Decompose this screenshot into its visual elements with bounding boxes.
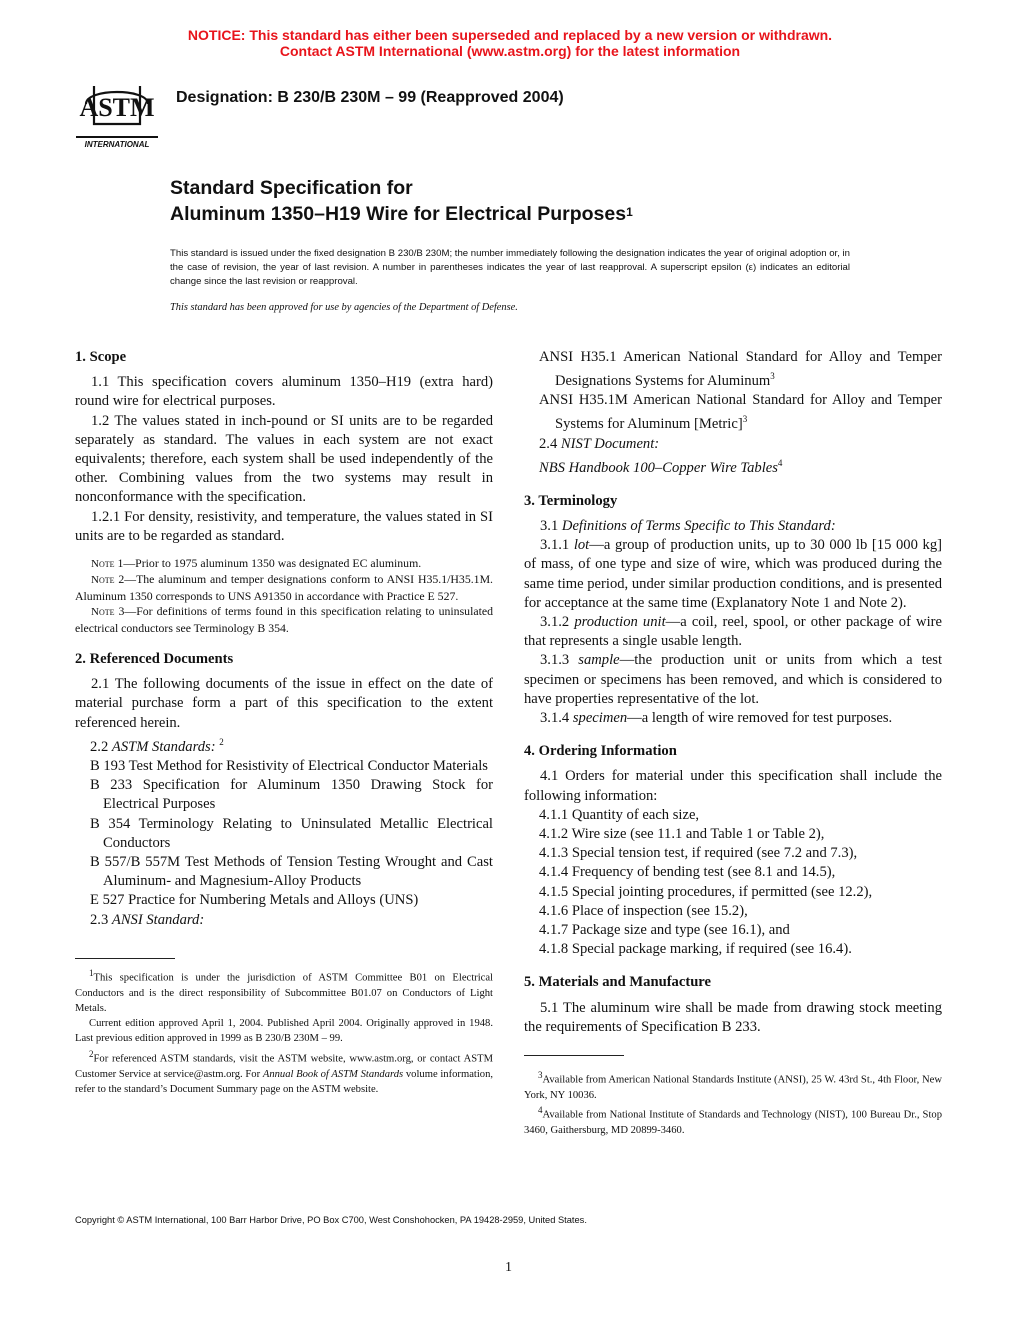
notice-line-1: NOTICE: This standard has either been superseded and replaced by a new version or withdrawn.: [187, 27, 833, 43]
para-3-1-3: 3.1.3 sample—the production unit or units from which a test specimen or specimens has been removed, and which is considered to have properties representative of the lot.: [524, 652, 942, 707]
copyright: Copyright © ASTM International, 100 Barr Harbor Drive, PO Box C700, West Conshohocken, PA 19428-2959, United States.: [75, 1215, 587, 1225]
left-column: [75, 348, 493, 1097]
para-4-1: 4.1 Orders for material under this specification shall include the following information:: [524, 768, 942, 804]
ordering-item-1: 4.1.1 Quantity of each size,: [539, 806, 700, 823]
para-2-1: 2.1 The following documents of the issue in effect on the date of material purchase form a part of this specification to the extent referenced herein.: [75, 676, 493, 731]
note-1: Note 1—Prior to 1975 aluminum 1350 was designated EC aluminum.: [91, 556, 422, 571]
para-2-3: 2.3 ANSI Standard:: [90, 911, 205, 928]
section-1-heading: 1. Scope: [75, 349, 127, 365]
para-1-1: 1.1 This specification covers aluminum 1350–H19 (extra hard) round wire for electrical purposes.: [75, 374, 493, 410]
para-1-2: 1.2 The values stated in inch-pound or SI units are to be regarded separately as standard. The values in each system are not exact equivalents; therefore, each system shall be used independently of the other. Combining values from the two systems may result in nonconformance with the specification.: [75, 412, 493, 506]
para-2-4: 2.4 NIST Document:: [539, 435, 660, 452]
notice-line-2: Contact ASTM International (www.astm.org) for the latest information: [279, 43, 741, 59]
designation: Designation: B 230/B 230M – 99 (Reapproved 2004): [176, 89, 564, 106]
logo-text: ASTM: [79, 93, 155, 122]
ordering-item-6: 4.1.6 Place of inspection (see 15.2),: [539, 902, 748, 919]
footnotes-left: [75, 966, 493, 1097]
document-title: [170, 175, 633, 227]
astm-logo: [72, 76, 162, 152]
ordering-item-3: 4.1.3 Special tension test, if required (see 7.2 and 7.3),: [539, 845, 858, 862]
para-3-1-4: 3.1.4 specimen—a length of wire removed for test purposes.: [540, 710, 893, 727]
title-footnote-mark: 1: [626, 205, 633, 219]
footnote-1: $^1$This specification is under the jurisdiction of ASTM Committee B01 on Electrical Conductors and is the direct responsibility of Subcommittee B01.07 on Conductors of Light Metals.: [75, 967, 493, 1014]
ref-e527: E 527 Practice for Numbering Metals and Alloys (UNS): [90, 892, 419, 909]
ref-ansi-h351: ANSI H35.1 American National Standard for Alloy and Temper Designations Systems for Aluminum$^3$: [539, 349, 942, 390]
issuance-statement: [170, 247, 850, 315]
ref-b557: B 557/B 557M Test Methods of Tension Testing Wrought and Cast Aluminum- and Magnesium-Alloy Products: [90, 853, 493, 890]
para-1-2-1: 1.2.1 For density, resistivity, and temperature, the values stated in SI units are to be regarded as standard.: [75, 508, 493, 544]
para-2-2: 2.2 ASTM Standards: $^2$: [90, 736, 224, 755]
ref-b193: B 193 Test Method for Resistivity of Electrical Conductor Materials: [90, 757, 488, 774]
ref-ansi-h351m: ANSI H35.1M American National Standard for Alloy and Temper Systems for Aluminum [Metric]$^3$: [539, 392, 942, 433]
note-3: Note 3—For definitions of terms found in this specification relating to uninsulated electrical conductors see Terminology B 354.: [75, 604, 493, 635]
footnote-4: $^4$Available from National Institute of Standards and Technology (NIST), 100 Bureau Dr., Stop 3460, Gaithersburg, MD 20899-3460.: [524, 1105, 942, 1137]
title-line-1: Standard Specification for: [170, 177, 413, 199]
ordering-item-4: 4.1.4 Frequency of bending test (see 8.1 and 14.5),: [539, 864, 836, 881]
footnote-rule-right: [524, 1055, 624, 1056]
footnote-rule-left: [75, 958, 175, 959]
para-3-1-2: 3.1.2 production unit—a coil, reel, spool, or other package of wire that represents a single usable length.: [524, 614, 942, 650]
section-4-heading: 4. Ordering Information: [524, 743, 677, 760]
title-line-2: Aluminum 1350–H19 Wire for Electrical Purposes$^1$: [170, 203, 633, 225]
para-3-1: 3.1 Definitions of Terms Specific to This Standard:: [540, 518, 836, 534]
footnotes-right: [524, 1068, 942, 1138]
section-2-heading: 2. Referenced Documents: [75, 651, 234, 668]
section-3-heading: 3. Terminology: [524, 492, 618, 509]
ref-b354: B 354 Terminology Relating to Uninsulated Metallic Electrical Conductors: [90, 815, 493, 851]
section-5-heading: 5. Materials and Manufacture: [524, 974, 711, 991]
dod-approval: This standard has been approved for use by agencies of the Department of Defense.: [170, 301, 518, 313]
footnote-3: $^3$Available from American National Standards Institute (ANSI), 25 W. 43rd St., 4th Floor, New York, NY 10036.: [524, 1070, 942, 1101]
footnote-2: $^2$For referenced ASTM standards, visit the ASTM website, www.astm.org, or contact ASTM Customer Service at service@astm.org. For Annual Book of ASTM Standards volume information, refer to the standard’s Document Summary page on the ASTM website.: [75, 1048, 494, 1095]
note-2: Note 2—The aluminum and temper designations conform to ANSI H35.1/H35.1M. Aluminum 1350 corresponds to UNS A91350 in accordance with Practice E 527.: [75, 572, 494, 603]
ref-b233: B 233 Specification for Aluminum 1350 Drawing Stock for Electrical Purposes: [90, 777, 493, 813]
para-5-1: 5.1 The aluminum wire shall be made from drawing stock meeting the requirements of Specification B 233.: [524, 999, 942, 1035]
right-column: [524, 348, 942, 1138]
issued-paragraph: This standard is issued under the fixed designation B 230/B 230M; the number immediately following the designation indicates the year of original adoption or, in the case of revision, the year of last revision. A number in parentheses indicates the year of last reapproval. A superscript epsilon (ε) indicates an editorial change since the last revision or reapproval.: [170, 248, 850, 288]
superseded-notice: [0, 27, 1020, 59]
footnote-1b: Current edition approved April 1, 2004. Published April 2004. Originally approved in 1948. Last previous edition approved in 1999 as B 230/B 230M – 99.: [75, 1018, 493, 1045]
para-3-1-1: 3.1.1 lot—a group of production units, up to 30 000 lb [15 000 kg] of mass, of one type and size of wire, which was produced during the same time period, under similar production conditions, and is presented for acceptance at the same time (Explanatory Note 1 and Note 2).: [524, 537, 942, 611]
ordering-item-5: 4.1.5 Special jointing procedures, if permitted (see 12.2),: [539, 883, 873, 900]
ordering-item-8: 4.1.8 Special package marking, if required (see 16.4).: [539, 941, 852, 958]
ordering-item-2: 4.1.2 Wire size (see 11.1 and Table 1 or Table 2),: [539, 826, 825, 843]
ordering-item-7: 4.1.7 Package size and type (see 16.1), and: [539, 922, 790, 939]
ref-nbs-handbook: NBS Handbook 100–Copper Wire Tables$^4$: [539, 457, 783, 476]
logo-subtext: INTERNATIONAL: [84, 140, 150, 149]
page-number: 1: [505, 1260, 512, 1275]
